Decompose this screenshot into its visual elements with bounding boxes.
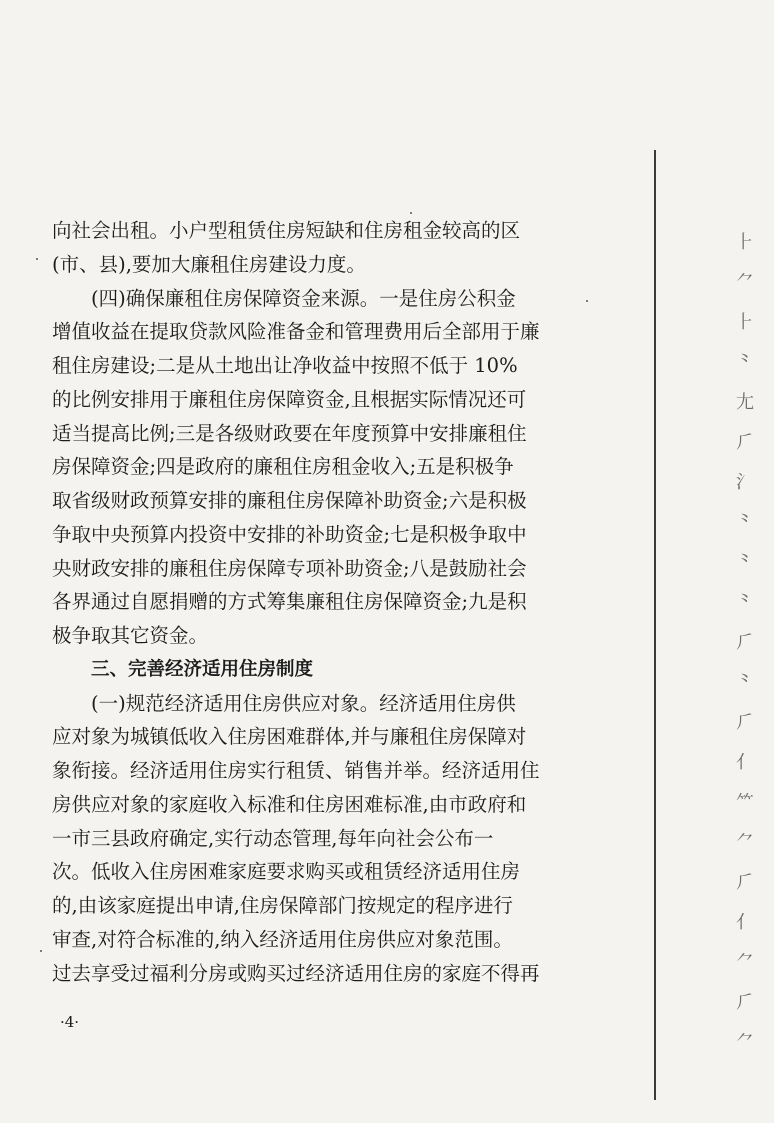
text-line: 争取中央预算内投资中安排的补助资金;七是积极争取中 xyxy=(52,522,527,546)
text-line: 取省级财政预算安排的廉租住房保障补助资金;六是积极 xyxy=(52,489,527,512)
text-line: 的比例安排用于廉租住房保障资金,且根据实际情况还可 xyxy=(52,387,527,411)
text-line: 向社会出租。小户型租赁住房短缺和住房租金较高的区 xyxy=(52,219,521,242)
text-line: 房保障资金;四是政府的廉租住房租金收入;五是积极争 xyxy=(52,455,514,479)
text-line: 租住房建设;二是从土地出让净收益中按照不低于 10% xyxy=(52,354,518,377)
text-line: (四)确保廉租住房保障资金来源。一是住房公积金 xyxy=(91,286,516,310)
text-line: 象衔接。经济适用住房实行租赁、销售并举。经济适用住 xyxy=(52,759,540,782)
text-line: 适当提高比例;三是各级财政要在年度预算中安排廉租住 xyxy=(52,421,527,445)
text-line: 房供应对象的家庭收入标准和住房困难标准,由市政府和 xyxy=(52,792,527,816)
body-text xyxy=(52,214,578,990)
bleed-mark: ⺀ xyxy=(736,552,754,573)
text-line: 过去享受过福利分房或购买过经济适用住房的家庭不得再 xyxy=(52,961,540,985)
bleed-mark: ⺊ xyxy=(736,312,754,333)
section-heading: 三、完善经济适用住房制度 xyxy=(91,658,314,680)
bleed-mark: ⺁ xyxy=(736,992,754,1013)
bleed-mark: ⺁ xyxy=(736,712,754,733)
bleed-mark: ⺊ xyxy=(736,232,754,253)
bleed-mark: ⼪ xyxy=(736,392,754,413)
text-line: (一)规范经济适用住房供应对象。经济适用住房供 xyxy=(91,691,516,715)
bleed-mark: ⺈ xyxy=(736,832,754,853)
scan-speck xyxy=(36,258,38,260)
text-line: 的,由该家庭提出申请,住房保障部门按规定的程序进行 xyxy=(52,894,513,917)
bleed-mark: ⺈ xyxy=(736,952,754,973)
text-line: 一市三县政府确定,实行动态管理,每年向社会公布一 xyxy=(52,826,494,850)
text-line: 增值收益在提取贷款风险准备金和管理费用后全部用于廉 xyxy=(52,320,540,344)
bleed-mark: ⺀ xyxy=(736,672,754,693)
bleed-mark: ⺁ xyxy=(736,872,754,893)
text-line: 央财政安排的廉租住房保障专项补助资金;八是鼓励社会 xyxy=(52,556,527,580)
margin-rule xyxy=(654,150,656,1100)
page-number: ·4· xyxy=(60,1013,80,1031)
text-line: (市、县),要加大廉租住房建设力度。 xyxy=(52,252,366,276)
bleed-mark: ⺅ xyxy=(736,752,754,773)
bleed-mark: ⺀ xyxy=(736,512,754,533)
bleed-mark: ⺀ xyxy=(736,352,754,373)
bleed-mark: ⺀ xyxy=(736,592,754,613)
bleed-mark: ⺈ xyxy=(736,1032,754,1053)
bleed-mark: ⺈ xyxy=(736,272,754,293)
bleed-mark: ⺅ xyxy=(736,912,754,933)
scan-speck xyxy=(586,300,588,302)
bleed-mark: ⺁ xyxy=(736,432,754,453)
text-line: 审查,对符合标准的,纳入经济适用住房供应对象范围。 xyxy=(52,927,513,951)
bleed-mark: ⺁ xyxy=(736,632,754,653)
text-line: 极争取其它资金。 xyxy=(52,624,209,647)
bleed-mark: ⺡ xyxy=(736,472,754,493)
bleed-mark: ⺮ xyxy=(736,792,754,813)
facing-page-bleed xyxy=(718,200,774,1100)
text-line: 应对象为城镇低收入住房困难群体,并与廉租住房保障对 xyxy=(52,725,527,749)
text-line: 次。低收入住房困难家庭要求购买或租赁经济适用住房 xyxy=(52,860,521,884)
text-line: 各界通过自愿捐赠的方式筹集廉租住房保障资金;九是积 xyxy=(52,590,527,614)
scan-speck xyxy=(410,212,412,214)
scan-speck xyxy=(40,950,42,952)
